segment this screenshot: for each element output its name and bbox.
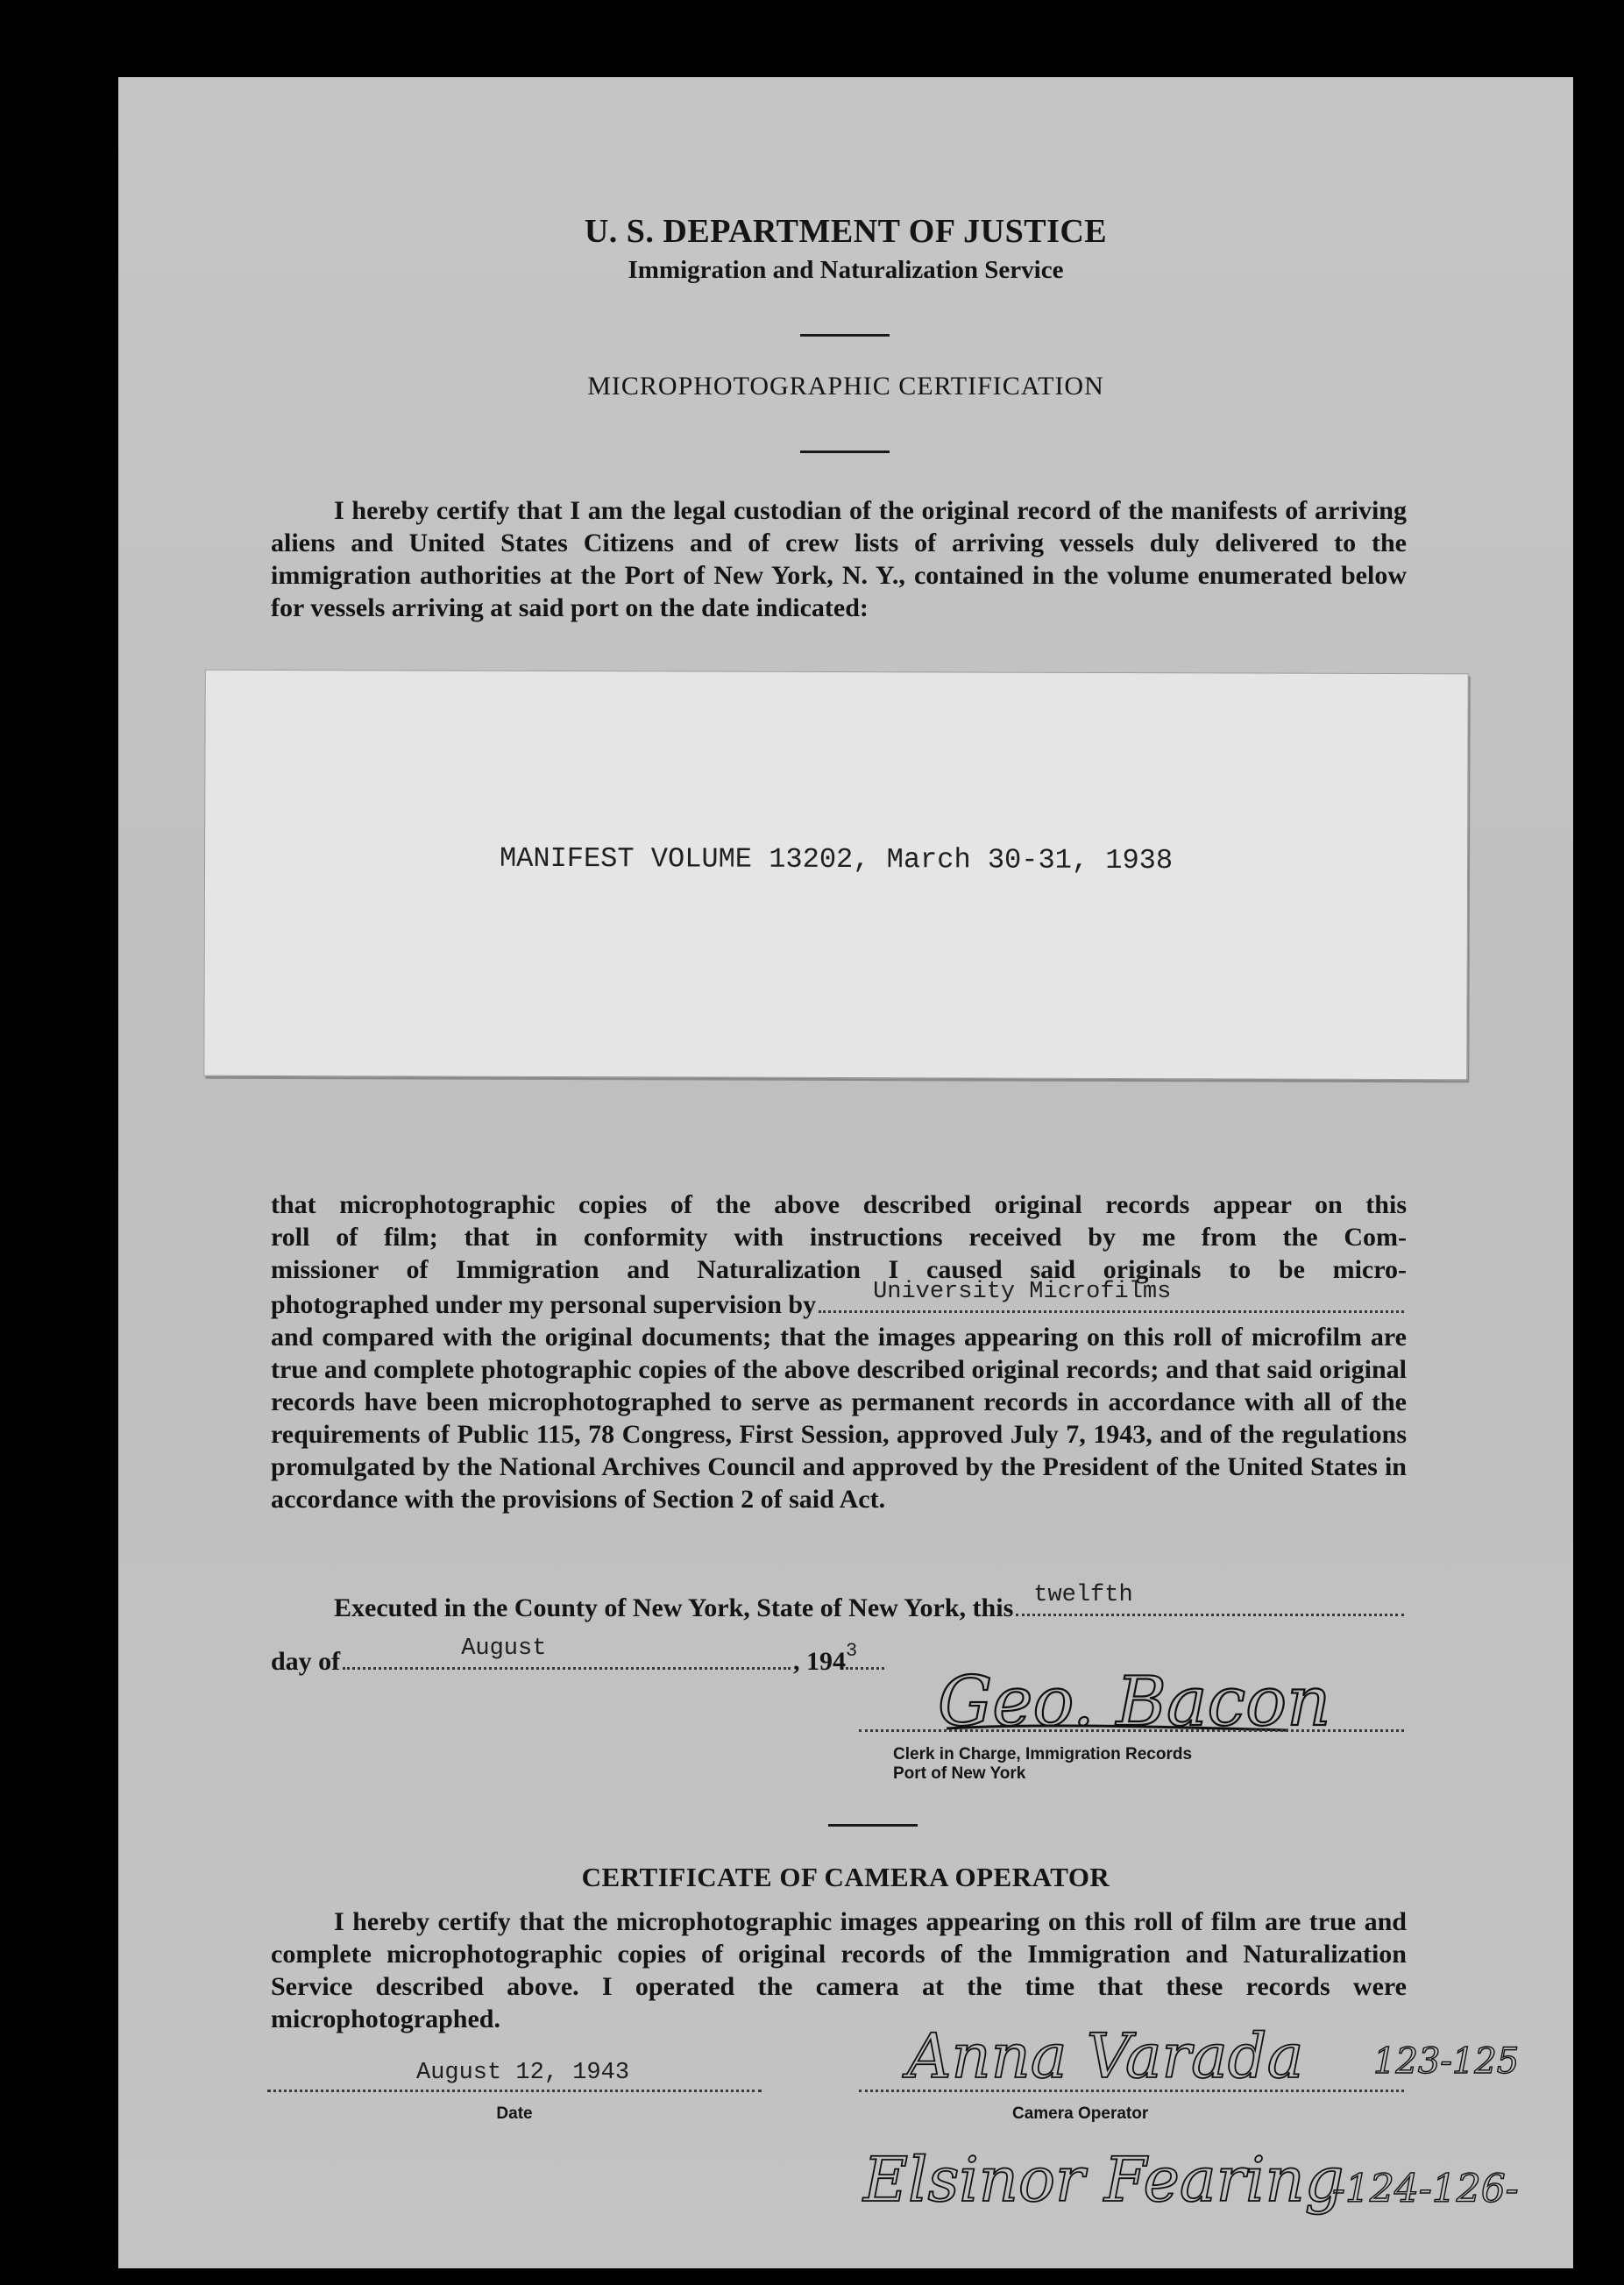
- certificate-page: [118, 77, 1573, 2268]
- second-numbers: [1332, 2156, 1519, 2218]
- certification-body: [271, 1189, 1407, 1515]
- svg-text:123-125: 123-125: [1373, 2041, 1520, 2082]
- date-line: [267, 2090, 762, 2092]
- intro-paragraph: [271, 494, 1407, 624]
- operator-signature: [907, 2014, 1398, 2093]
- body-line: roll of film; that in conformity with instructions received by me from the Com-: [271, 1223, 1407, 1252]
- svg-text:Geo. Bacon: Geo. Bacon: [938, 1663, 1331, 1742]
- manifest-slip: [203, 670, 1468, 1081]
- date-label: Date: [496, 2104, 533, 2123]
- supervisor-prefix: photographed under my personal supervision by: [271, 1290, 817, 1319]
- camera-operator-text: I hereby certify that the microphotographic images appearing on this roll of film are true and complete microphotographic copies of original records of the Immigration and Naturalization Service described above. I operated the camera at the time that these records were microphotographed.: [271, 1907, 1407, 2033]
- manifest-volume-label: MANIFEST VOLUME 13202, March 30-31, 1938: [499, 841, 1174, 877]
- operator-signature-line: [859, 2090, 1404, 2092]
- supervisor-name: University Microfilms: [873, 1279, 1172, 1305]
- intro-text: I hereby certify that I am the legal custodian of the original record of the manifests of arriving aliens and United States Citizens and of crew lists of arriving vessels duly delivered to the immigration authorities at the Port of New York, N. Y., contained in the volume enumerated below for vessels arriving at said port on the date indicated:: [271, 496, 1407, 622]
- certification-title: MICROPHOTOGRAPHIC CERTIFICATION: [587, 372, 1104, 401]
- execution-line: [271, 1582, 1407, 1624]
- svg-text:Elsinor Fearing: Elsinor Fearing: [863, 2144, 1344, 2216]
- body-line: that microphotographic copies of the above described original records appear on this: [271, 1190, 1407, 1219]
- svg-text:-124-126-: -124-126-: [1332, 2167, 1519, 2211]
- supervisor-field: [819, 1279, 1404, 1313]
- supervisor-line: [271, 1279, 1407, 1321]
- clerk-title: [893, 1745, 1192, 1784]
- operator-numbers: [1373, 2033, 1520, 2086]
- clerk-title-line: Port of New York: [893, 1764, 1026, 1783]
- divider: [828, 1824, 918, 1827]
- second-signature: [863, 2132, 1354, 2229]
- date-value: August 12, 1943: [416, 2060, 630, 2086]
- body-line: missioner of Immigration and Naturalization I caused said originals to be micro-: [271, 1255, 1407, 1284]
- day-of-label: day of: [271, 1647, 341, 1676]
- service-subheading: Immigration and Naturalization Service: [628, 256, 1064, 284]
- clerk-signature-line: [859, 1729, 1404, 1732]
- month-value: August: [461, 1636, 547, 1662]
- department-heading: U. S. DEPARTMENT OF JUSTICE: [584, 213, 1108, 250]
- camera-operator-label: Camera Operator: [1012, 2104, 1149, 2123]
- month-line: [271, 1636, 884, 1678]
- day-value: twelfth: [1033, 1582, 1133, 1608]
- year-suffix: 3: [846, 1640, 858, 1662]
- divider: [800, 334, 890, 337]
- camera-operator-heading: CERTIFICATE OF CAMERA OPERATOR: [581, 1862, 1110, 1892]
- day-field: [1016, 1582, 1404, 1616]
- execution-prefix: Executed in the County of New York, State of New York, this: [334, 1593, 1014, 1622]
- month-field: [343, 1636, 791, 1670]
- body-rest: and compared with the original documents; that the images appearing on this roll of microfilm are true and complete photographic copies of the above described original records; and that said original records have been microphotographed to serve as permanent records in accordance with all of the requirements of Public 115, 78 Congress, First Session, approved July 7, 1943, and of the regulations promulgated by the National Archives Council and approved by the President of the United States in accordance with the provisions of Section 2 of said Act.: [271, 1323, 1407, 1514]
- year-prefix: , 194: [793, 1647, 846, 1676]
- year-suffix-field: [846, 1640, 884, 1678]
- svg-text:Anna Varada: Anna Varada: [907, 2020, 1304, 2092]
- divider: [800, 451, 890, 453]
- clerk-title-line: Clerk in Charge, Immigration Records: [893, 1745, 1193, 1763]
